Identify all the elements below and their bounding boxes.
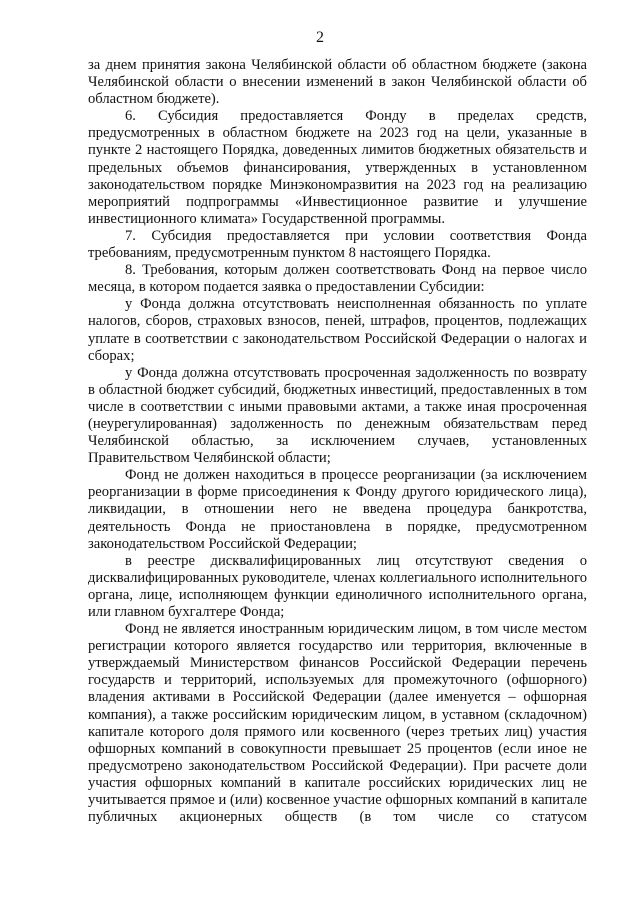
requirement-debt: у Фонда должна отсутствовать просроченная задолженность по возврату в областной бюджет субсидий, бюджетных инвестиций, предоставленных в том числе в соответствии с иными правовыми актами, а также иная просроченная (неурегулированная) задолженность по денежным обязательствам перед Челябинской областью, за исключением случаев, установленных Правительством Челябинской области; <box>88 364 587 467</box>
page-number: 2 <box>316 29 324 46</box>
paragraph-item-6: 6. Субсидия предоставляется Фонду в пределах средств, предусмотренных в областном бюджете на 2023 год на цели, указанные в пункте 2 настоящего Порядка, доведенных лимитов бюджетных обязательств и предельных объемов финансирования, утвержденных в установленном законодательством порядке Минэкономразвития на 2023 год на реализацию мероприятий подпрограммы «Инвестиционное развитие и улучшение инвестиционного климата» Государственной программы. <box>88 108 587 227</box>
requirement-disqualified-registry: в реестре дисквалифицированных лиц отсутствуют сведения о дисквалифицированных руководителе, членах коллегиального исполнительного органа, лице, исполняющем функции единоличного исполнительного органа, или главном бухгалтере Фонда; <box>88 552 587 620</box>
requirement-offshore: Фонд не является иностранным юридическим лицом, в том числе местом регистрации которого является государство или территория, включенные в утверждаемый Министерством финансов Российской Федерации перечень государств и территорий, используемых для промежуточного (офшорного) владения активами в Российской Федерации (далее именуется – офшорная компания), а также российским юридическим лицом, в уставном (складочном) капитале которого доля прямого или косвенного (через третьих лиц) участия офшорных компаний в совокупности превышает 25 процентов (если иное не предусмотрено законодательством Российской Федерации). При расчете доли участия офшорных компаний в капитале российских юридических лиц не учитывается прямое и (или) косвенное участие офшорных компаний в капитале публичных акционерных обществ (в том числе со статусом <box>88 621 587 826</box>
paragraph-continuation: за днем принятия закона Челябинской области об областном бюджете (закона Челябинской области о внесении изменений в закон Челябинской области об областном бюджете). <box>88 57 587 108</box>
paragraph-item-8: 8. Требования, которым должен соответствовать Фонд на первое число месяца, в котором подается заявка о предоставлении Субсидии: <box>88 262 587 296</box>
document-body <box>88 57 587 826</box>
requirement-reorganization: Фонд не должен находиться в процессе реорганизации (за исключением реорганизации в форме присоединения к Фонду другого юридического лица), ликвидации, в отношении него не введена процедура банкротства, деятельность Фонда не приостановлена в порядке, предусмотренном законодательством Российской Федерации; <box>88 467 587 552</box>
requirement-taxes: у Фонда должна отсутствовать неисполненная обязанность по уплате налогов, сборов, страховых взносов, пеней, штрафов, процентов, подлежащих уплате в соответствии с законодательством Российской Федерации о налогах и сборах; <box>88 296 587 364</box>
paragraph-item-7: 7. Субсидия предоставляется при условии соответствия Фонда требованиям, предусмотренным пунктом 8 настоящего Порядка. <box>88 227 587 262</box>
